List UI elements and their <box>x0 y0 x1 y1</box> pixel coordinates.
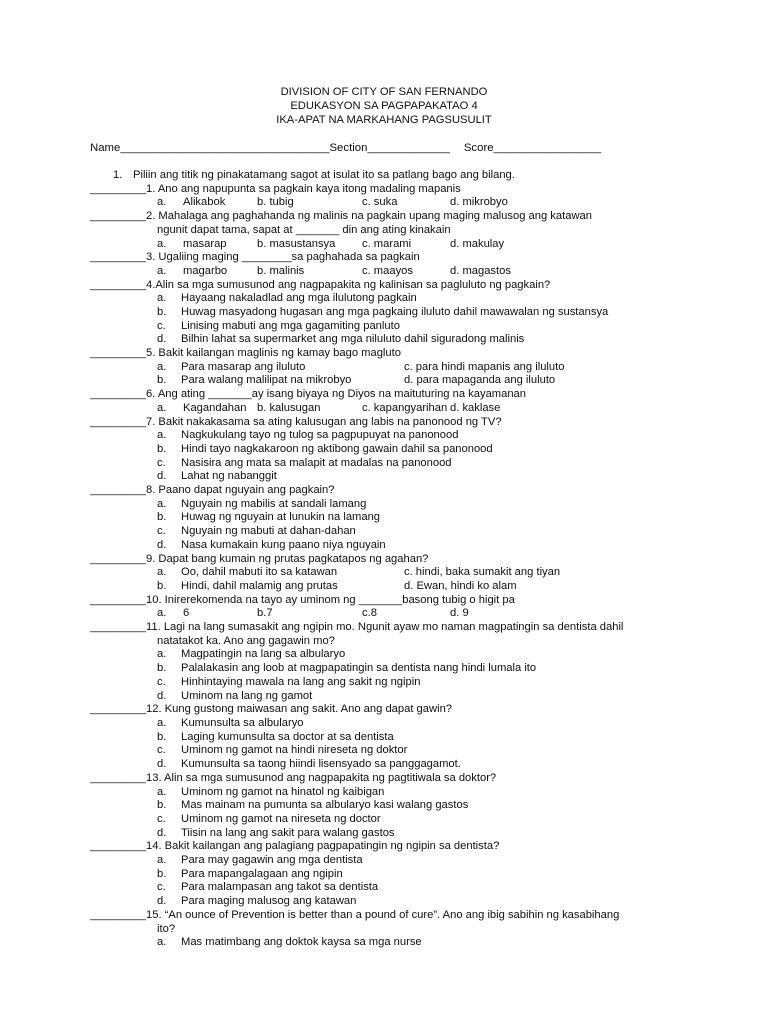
choice-text: Huwag masyadong hugasan ang mga pagkaing iluluto dahil mawawalan ng sustansya <box>181 305 609 318</box>
question-text: _________10. Inirerekomenda na tayo ay uminom ng _______basong tubig o higit pa <box>90 593 515 606</box>
question-text: _________3. Ugaliing maging ________sa paghahada sa pagkain <box>90 251 420 264</box>
choice-letter: c. <box>157 319 166 332</box>
choice-letter: c. <box>157 881 166 894</box>
question-text-continued: natatakot ka. Ano ang gagawin mo? <box>157 634 335 647</box>
question-item <box>90 210 690 237</box>
choice: c.8 <box>362 607 377 620</box>
choice-letter: a. <box>157 648 167 661</box>
question-item <box>90 594 690 608</box>
choice-letter: a. <box>157 292 167 305</box>
choice: magarbo <box>183 264 228 277</box>
choice-option <box>90 717 690 731</box>
choice-letter: a. <box>157 429 167 442</box>
choice-letter: b. <box>157 442 167 455</box>
question-item <box>90 840 690 854</box>
choice-text: Hindi, dahil malamig ang prutas <box>181 579 338 592</box>
question-text: _________15. “An ounce of Prevention is better than a pound of cure”. Ano ang ibig sabihin ng kasabihang <box>90 908 620 921</box>
choice-letter: a. <box>157 936 167 949</box>
choice-letter: c. <box>157 525 166 538</box>
choice-letter: d. <box>157 826 167 839</box>
choice-letter: b. <box>157 799 167 812</box>
choice-option <box>90 525 690 539</box>
question-text: _________9. Dapat bang kumain ng prutas pagkatapos ng agahan? <box>90 552 429 565</box>
choice: 6 <box>183 607 190 620</box>
question-text: _________8. Paano dapat nguyain ang pagkain? <box>90 484 335 497</box>
question-text: _________6. Ang ating _______ay isang biyaya ng Diyos na maituturing na kayamanan <box>90 388 527 401</box>
student-info-row <box>90 142 601 156</box>
choice-option <box>90 333 690 347</box>
choice-option <box>90 881 690 895</box>
choice-option <box>90 662 690 676</box>
section-label: Section <box>329 142 368 154</box>
question-text: _________4.Alin sa mga sumusunod ang nagpapakita ng kalinisan sa pagluluto ng pagkain? <box>90 278 551 291</box>
question-text: _________13. Alin sa mga sumusunod ang nagpapakita ng pagtitiwala sa doktor? <box>90 771 497 784</box>
question-item <box>90 183 690 197</box>
choice-option <box>90 799 690 813</box>
choice-text: Laging kumunsulta sa doctor at sa dentista <box>181 730 394 743</box>
score-blank: _________________ <box>493 142 602 154</box>
exam-header <box>0 86 768 127</box>
choice: b. kalusugan <box>257 401 321 414</box>
choice-option <box>90 676 690 690</box>
choice: b. tubig <box>257 196 294 209</box>
choice-row <box>90 265 690 279</box>
choice-letter: c. <box>157 456 166 469</box>
choice: d. makulay <box>450 237 505 250</box>
choice-text: c. para hindi mapanis ang iluluto <box>404 360 565 373</box>
question-text: _________1. Ano ang napupunta sa pagkain kaya itong madaling mapanis <box>90 182 461 195</box>
choice-letter: b. <box>157 662 167 675</box>
question-text: _________12. Kung gustong maiwasan ang sakit. Ano ang dapat gawin? <box>90 703 453 716</box>
choice-row <box>90 196 690 210</box>
choice-option <box>90 744 690 758</box>
choice: Kagandahan <box>183 401 247 414</box>
instruction-text: Piliin ang titik ng pinakatamang sagot at isulat ito sa patlang bago ang bilang. <box>133 169 515 181</box>
question-text-continued: ito? <box>157 922 176 935</box>
choice-pair-row <box>90 566 690 580</box>
choice: c. maayos <box>362 264 413 277</box>
choice-text: Palalakasin ang loob at magpapatingin sa dentista nang hindi lumala ito <box>181 662 537 675</box>
choice-text: Uminom na lang ng gamot <box>181 689 313 702</box>
choice-option <box>90 731 690 745</box>
choice-text: Magpatingin na lang sa albularyo <box>181 648 346 661</box>
choice-letter: c. <box>157 675 166 688</box>
instruction-number: 1. <box>113 169 123 181</box>
choice-pair-row <box>90 580 690 594</box>
choice-letter: b. <box>157 511 167 524</box>
choice-letter: b. <box>157 867 167 880</box>
choice-option <box>90 470 690 484</box>
choice-option <box>90 511 690 525</box>
choice-row <box>90 607 690 621</box>
choice-text: Hindi tayo nagkakaroon ng aktibong gawain dahil sa panonood <box>181 442 493 455</box>
choice: b. malinis <box>257 264 305 277</box>
subject-title: EDUKASYON SA PAGPAPAKATAO 4 <box>290 99 478 112</box>
choice-pair-row <box>90 374 690 388</box>
choice-text: Nasisira ang mata sa malapit at madalas na panonood <box>181 456 452 469</box>
instruction <box>90 169 690 183</box>
choice-text: Nguyain ng mabilis at sandali lamang <box>181 497 367 510</box>
choice-letter: c. <box>157 812 166 825</box>
choice: c. suka <box>362 196 398 209</box>
exam-title: IKA-APAT NA MARKAHANG PAGSUSULIT <box>276 113 492 126</box>
choice-row <box>90 238 690 252</box>
division-title: DIVISION OF CITY OF SAN FERNANDO <box>280 86 488 98</box>
choice-text: Hayaang nakaladlad ang mga ilulutong pagkain <box>181 292 417 305</box>
question-item <box>90 553 690 567</box>
question-item <box>90 347 690 361</box>
choice-option <box>90 320 690 334</box>
choice-option <box>90 690 690 704</box>
choice-text: Kumunsulta sa taong hiindi lisensyado sa panggagamot. <box>181 758 461 771</box>
choice-letter: b. <box>157 374 167 387</box>
choice-text: Para walang malilipat na mikrobyo <box>181 374 352 387</box>
question-text: _________2. Mahalaga ang paghahanda ng malinis na pagkain upang maging malusog ang katawan <box>90 210 592 223</box>
choice-text: d. Ewan, hindi ko alam <box>404 579 517 592</box>
choice: c. marami <box>362 237 412 250</box>
choice-letter: a. <box>157 716 167 729</box>
choice-option <box>90 936 690 950</box>
choice-text: Huwag ng nguyain at lunukin na lamang <box>181 511 381 524</box>
choice-letter: d. <box>157 895 167 908</box>
choice-text: Uminom ng gamot na hinatol ng kaibigan <box>181 785 385 798</box>
choice: d. kaklase <box>450 401 501 414</box>
choice: a. <box>157 607 167 620</box>
choice-text: Bilhin lahat sa supermarket ang mga niluluto dahil siguradong malinis <box>181 333 525 346</box>
question-item <box>90 388 690 402</box>
choice: masarap <box>183 237 227 250</box>
question-text: _________5. Bakit kailangan maglinis ng kamay bago magluto <box>90 347 401 360</box>
choice-text: Para may gagawin ang mga dentista <box>181 854 363 867</box>
question-item <box>90 621 690 648</box>
name-blank: _________________________________ <box>120 142 330 154</box>
choice-option <box>90 648 690 662</box>
question-text: _________7. Bakit nakakasama sa ating kalusugan ang labis na panonood ng TV? <box>90 415 502 428</box>
choice-text: Para mapangalagaan ang ngipin <box>181 867 343 880</box>
choice-option <box>90 498 690 512</box>
choice: d. mikrobyo <box>450 196 508 209</box>
choice-option <box>90 827 690 841</box>
choice-text: Linising mabuti ang mga gagamiting panluto <box>181 319 400 332</box>
choice-letter: c. <box>157 744 166 757</box>
choice-letter: d. <box>157 333 167 346</box>
choice-option <box>90 306 690 320</box>
choice-text: Nasa kumakain kung paano niya nguyain <box>181 538 386 551</box>
choice-letter: a. <box>157 497 167 510</box>
choice-option <box>90 429 690 443</box>
question-text: _________11. Lagi na lang sumasakit ang ngipin mo. Ngunit ayaw mo naman magpatingin sa dentista dahil <box>90 621 624 634</box>
question-item <box>90 251 690 265</box>
choice-option <box>90 443 690 457</box>
choice: Alikabok <box>183 196 226 209</box>
choice-letter: d. <box>157 538 167 551</box>
choice: b.7 <box>257 607 273 620</box>
choice-text: Tiisin na lang ang sakit para walang gastos <box>181 826 395 839</box>
choice-text: d. para mapaganda ang iluluto <box>404 374 556 387</box>
choice: a. <box>157 237 167 250</box>
choice-option <box>90 813 690 827</box>
choice-text: Para malampasan ang takot sa dentista <box>181 881 379 894</box>
choice-option <box>90 786 690 800</box>
section-blank: _____________ <box>367 142 450 154</box>
choice: a. <box>157 196 167 209</box>
choice-text: Nguyain ng mabuti at dahan-dahan <box>181 525 356 538</box>
choice-option <box>90 758 690 772</box>
choice-text: Uminom ng gamot na hindi nireseta ng doktor <box>181 744 408 757</box>
choice-option <box>90 868 690 882</box>
choice-letter: a. <box>157 854 167 867</box>
question-text-continued: ngunit dapat tama, sapat at _______ din ang ating kinakain <box>157 223 451 236</box>
question-item <box>90 909 690 936</box>
question-item <box>90 279 690 293</box>
name-label: Name <box>90 142 121 154</box>
choice-text: c. hindi, baka sumakit ang tiyan <box>404 566 561 579</box>
choice-text: Hinhintaying mawala na lang ang sakit ng ngipin <box>181 675 421 688</box>
question-item <box>90 416 690 430</box>
choice-letter: a. <box>157 785 167 798</box>
choice-option <box>90 457 690 471</box>
choice: d. magastos <box>450 264 511 277</box>
choice-row <box>90 402 690 416</box>
choice: a. <box>157 401 167 414</box>
choice-letter: b. <box>157 579 167 592</box>
choice-option <box>90 539 690 553</box>
choice-letter: d. <box>157 470 167 483</box>
choice-pair-row <box>90 361 690 375</box>
choice-option <box>90 292 690 306</box>
choice-letter: a. <box>157 566 167 579</box>
choice-option <box>90 854 690 868</box>
choice-text: Kumunsulta sa albularyo <box>181 716 304 729</box>
choice-text: Oo, dahil mabuti ito sa katawan <box>181 566 338 579</box>
question-text: _________14. Bakit kailangan ang palagiang pagpapatingin ng ngipin sa dentista? <box>90 840 500 853</box>
choice-text: Lahat ng nabanggit <box>181 470 277 483</box>
choice-text: Para masarap ang iluluto <box>181 360 306 373</box>
score-label: Score <box>463 142 494 154</box>
question-item <box>90 703 690 717</box>
choice-text: Para maging malusog ang katawan <box>181 895 357 908</box>
choice: d. 9 <box>450 607 469 620</box>
choice-letter: d. <box>157 758 167 771</box>
question-item <box>90 484 690 498</box>
choice-letter: b. <box>157 305 167 318</box>
choice-text: Nagkukulang tayo ng tulog sa pagpupuyat na panonood <box>181 429 459 442</box>
choice-text: Uminom ng gamot na nireseta ng doctor <box>181 812 381 825</box>
choice: b. masustansya <box>257 237 336 250</box>
choice-option <box>90 895 690 909</box>
choice-letter: d. <box>157 689 167 702</box>
choice-text: Mas mainam na pumunta sa albularyo kasi walang gastos <box>181 799 469 812</box>
choice-letter: b. <box>157 730 167 743</box>
choice: c. kapangyarihan <box>362 401 448 414</box>
question-list <box>90 169 690 950</box>
choice-text: Mas matimbang ang doktok kaysa sa mga nurse <box>181 936 422 949</box>
choice: a. <box>157 264 167 277</box>
choice-letter: a. <box>157 360 167 373</box>
question-item <box>90 772 690 786</box>
